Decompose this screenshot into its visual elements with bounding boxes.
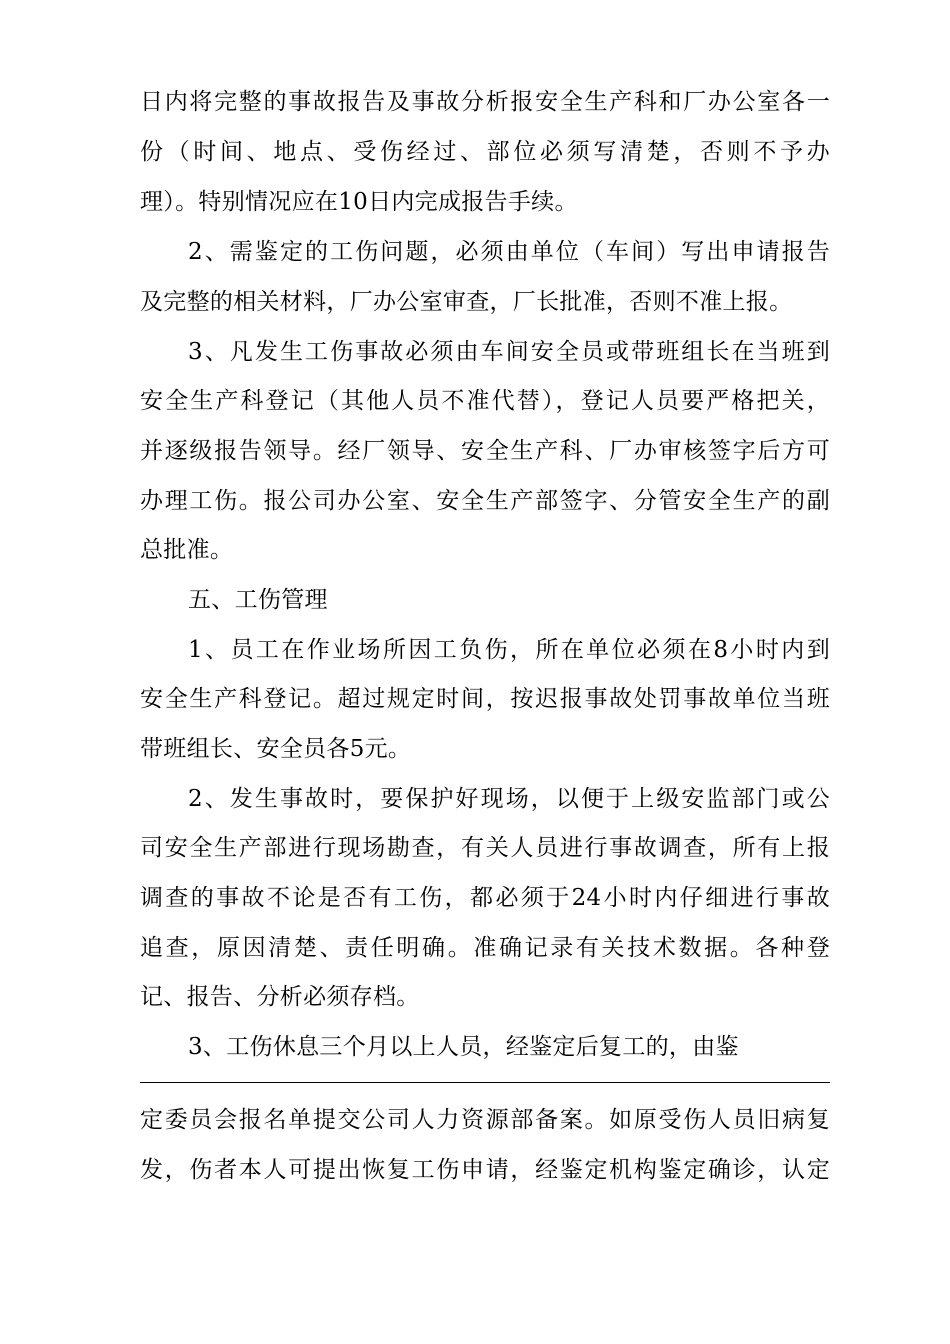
list-item-line: 办理工伤。报公司办公室、安全生产部签字、分管安全生产的副 bbox=[140, 488, 830, 514]
paragraph-line: 理）。特别情况应在10日内完成报告手续。 bbox=[140, 189, 578, 215]
paragraph-line: 日内将完整的事故报告及事故分析报安全生产科和厂办公室各一 bbox=[140, 89, 830, 115]
list-item-line: 3、工伤休息三个月以上人员，经鉴定后复工的，由鉴 bbox=[188, 1034, 739, 1060]
list-item-line: 带班组长、安全员各5元。 bbox=[140, 736, 412, 762]
list-item-line: 1、员工在作业场所因工负伤，所在单位必须在8小时内到 bbox=[188, 637, 830, 663]
list-item-line: 3、凡发生工伤事故必须由车间安全员或带班组长在当班到 bbox=[188, 339, 830, 365]
list-item-line: 安全生产科登记（其他人员不准代替），登记人员要严格把关， bbox=[140, 388, 830, 414]
list-item-line: 及完整的相关材料，厂办公室审查，厂长批准，否则不准上报。 bbox=[140, 289, 793, 315]
list-item-line: 记、报告、分析必须存档。 bbox=[140, 984, 420, 1010]
list-item-line: 并逐级报告领导。经厂领导、安全生产科、厂办审核签字后方可 bbox=[140, 438, 830, 464]
list-item-line: 发，伤者本人可提出恢复工伤申请，经鉴定机构鉴定确诊，认定 bbox=[140, 1157, 830, 1183]
list-item-line: 司安全生产部进行现场勘查，有关人员进行事故调查，所有上报 bbox=[140, 835, 830, 861]
list-item-line: 2、需鉴定的工伤问题，必须由单位（车间）写出申请报告 bbox=[188, 239, 830, 265]
section-heading: 五、工伤管理 bbox=[188, 587, 328, 613]
list-item-line: 追查，原因清楚、责任明确。准确记录有关技术数据。各种登 bbox=[140, 935, 830, 961]
paragraph-line: 份（时间、地点、受伤经过、部位必须写清楚，否则不予办 bbox=[140, 139, 830, 165]
list-item-line: 总批准。 bbox=[140, 537, 234, 563]
list-item-line: 安全生产科登记。超过规定时间，按迟报事故处罚事故单位当班 bbox=[140, 686, 830, 712]
list-item-line: 2、发生事故时，要保护好现场，以便于上级安监部门或公 bbox=[188, 786, 830, 812]
list-item-line: 调查的事故不论是否有工伤，都必须于24小时内仔细进行事故 bbox=[140, 885, 830, 911]
page-break-divider bbox=[140, 1082, 830, 1083]
list-item-line: 定委员会报名单提交公司人力资源部备案。如原受伤人员旧病复 bbox=[140, 1107, 830, 1133]
